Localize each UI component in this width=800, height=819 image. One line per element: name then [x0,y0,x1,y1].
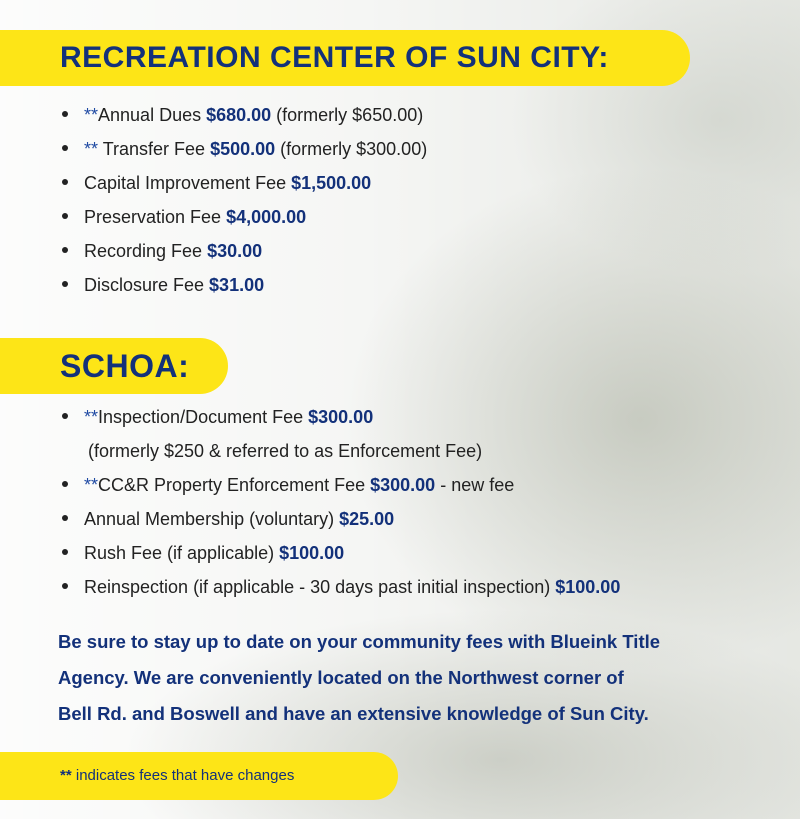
footer-stars: ** [60,767,72,784]
list-item: **Annual Dues $680.00 (formerly $650.00) [58,98,778,132]
list-item: **Inspection/Document Fee $300.00 (formerly $250 & referred to as Enforcement Fee) [58,400,778,468]
list-item: Annual Membership (voluntary) $25.00 [58,502,778,536]
schoa-banner [0,338,228,394]
call-to-action-text [58,624,778,732]
footer-note-text: indicates fees that have changes [71,767,295,784]
rec-center-banner [0,30,690,86]
rec-center-title: RECREATION CENTER OF SUN CITY: [60,41,609,74]
list-item-subline: (formerly $250 & referred to as Enforcement Fee) [88,441,483,461]
rec-center-fee-list [58,98,778,302]
cta-line: Agency. We are conveniently located on the Northwest corner of [58,667,624,688]
list-item: Rush Fee (if applicable) $100.00 [58,536,778,570]
list-item: Disclosure Fee $31.00 [58,268,778,302]
list-item: Recording Fee $30.00 [58,234,778,268]
cta-line: Bell Rd. and Boswell and have an extensive knowledge of Sun City. [58,703,649,724]
list-item: **CC&R Property Enforcement Fee $300.00 - new fee [58,468,778,502]
cta-line: Be sure to stay up to date on your community fees with Blueink Title [58,631,661,652]
schoa-fee-list [58,400,778,604]
list-item: Preservation Fee $4,000.00 [58,200,778,234]
list-item: Capital Improvement Fee $1,500.00 [58,166,778,200]
footer-note-banner [0,752,398,800]
list-item: ** Transfer Fee $500.00 (formerly $300.00) [58,132,778,166]
schoa-title: SCHOA: [60,348,190,384]
list-item: Reinspection (if applicable - 30 days past initial inspection) $100.00 [58,570,778,604]
